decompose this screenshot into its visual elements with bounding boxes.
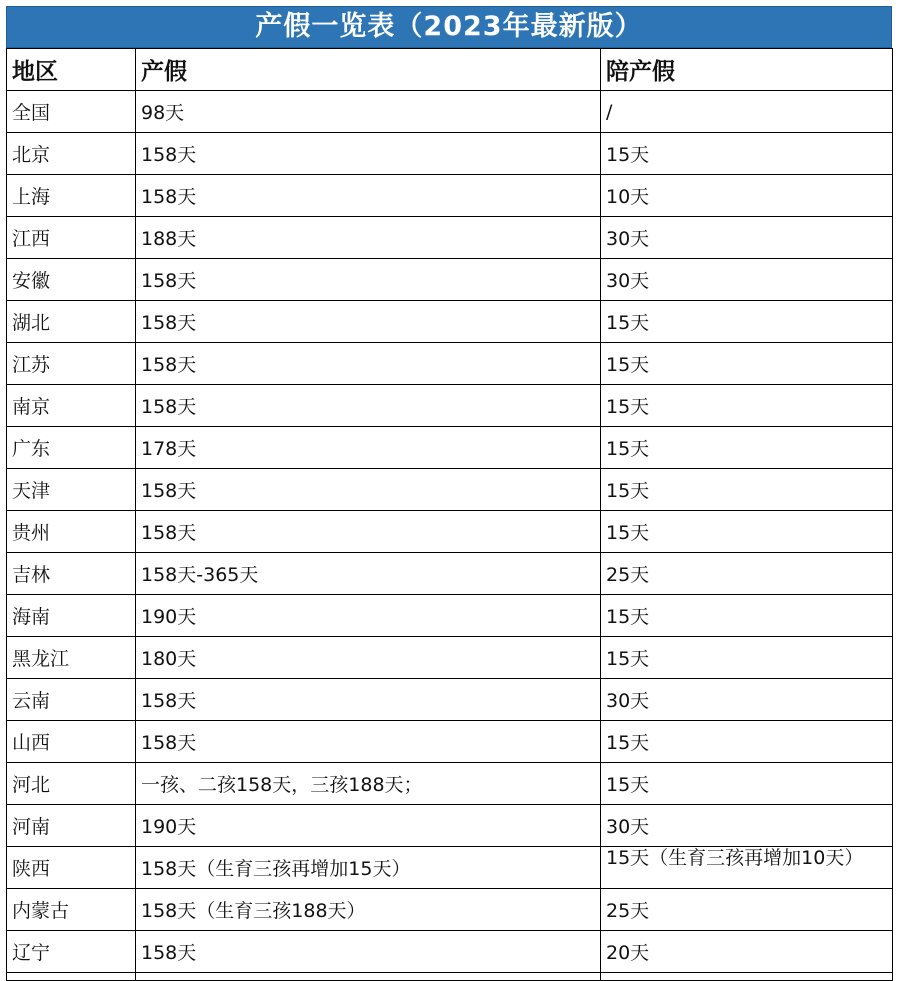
table-row xyxy=(7,511,893,553)
header-maternity-leave: 产假 xyxy=(136,49,601,91)
region-cell: 贵州 xyxy=(7,511,136,553)
paternity-leave-cell: 10天 xyxy=(601,175,893,217)
maternity-leave-cell: 178天 xyxy=(136,427,601,469)
region-cell: 吉林 xyxy=(7,553,136,595)
region-cell: 海南 xyxy=(7,595,136,637)
header-row xyxy=(7,49,893,91)
sheet-title: 产假一览表（2023年最新版） xyxy=(6,6,892,48)
maternity-leave-cell: 158天 xyxy=(136,931,601,973)
paternity-leave-cell: 30天 xyxy=(601,805,893,847)
maternity-leave-cell: 158天 xyxy=(136,511,601,553)
paternity-leave-cell: 15天 xyxy=(601,133,893,175)
region-cell: 黑龙江 xyxy=(7,637,136,679)
maternity-leave-cell: 158天（生育三孩188天） xyxy=(136,889,601,931)
leave-table xyxy=(6,48,893,981)
region-cell: 天津 xyxy=(7,469,136,511)
paternity-leave-cell: 15天 xyxy=(601,637,893,679)
region-cell: 北京 xyxy=(7,133,136,175)
region-cell: 全国 xyxy=(7,91,136,133)
paternity-leave-cell: 15天 xyxy=(601,721,893,763)
maternity-leave-cell: 一孩、二孩158天，三孩188天； xyxy=(136,763,601,805)
region-cell: 云南 xyxy=(7,679,136,721)
region-cell: 河北 xyxy=(7,763,136,805)
paternity-leave-cell: 15天 xyxy=(601,301,893,343)
table-row xyxy=(7,217,893,259)
maternity-leave-cell: 158天 xyxy=(136,721,601,763)
maternity-leave-cell: 158天-365天 xyxy=(136,553,601,595)
paternity-leave-cell: 20天 xyxy=(601,931,893,973)
paternity-leave-cell: 30天 xyxy=(601,217,893,259)
paternity-leave-cell: 15天 xyxy=(601,385,893,427)
paternity-leave-cell: 30天 xyxy=(601,259,893,301)
region-cell: 内蒙古 xyxy=(7,889,136,931)
region-cell: 江西 xyxy=(7,217,136,259)
table-row xyxy=(7,133,893,175)
table-row xyxy=(7,259,893,301)
table-row xyxy=(7,469,893,511)
paternity-leave-cell: 30天 xyxy=(601,679,893,721)
paternity-leave-cell: 15天 xyxy=(601,763,893,805)
maternity-leave-cell: 190天 xyxy=(136,805,601,847)
header-region: 地区 xyxy=(7,49,136,91)
empty-cell xyxy=(7,973,136,981)
region-cell: 湖北 xyxy=(7,301,136,343)
region-cell: 辽宁 xyxy=(7,931,136,973)
empty-cell xyxy=(136,973,601,981)
paternity-leave-cell: / xyxy=(601,91,893,133)
region-cell: 广东 xyxy=(7,427,136,469)
paternity-leave-cell: 15天 xyxy=(601,427,893,469)
maternity-leave-sheet xyxy=(6,6,892,981)
table-row xyxy=(7,637,893,679)
table-row xyxy=(7,385,893,427)
maternity-leave-cell: 158天 xyxy=(136,175,601,217)
region-cell: 上海 xyxy=(7,175,136,217)
region-cell: 江苏 xyxy=(7,343,136,385)
table-row xyxy=(7,679,893,721)
paternity-leave-cell: 15天 xyxy=(601,469,893,511)
maternity-leave-cell: 98天 xyxy=(136,91,601,133)
paternity-leave-cell: 15天（生育三孩再增加10天） xyxy=(601,847,893,889)
maternity-leave-cell: 158天（生育三孩再增加15天） xyxy=(136,847,601,889)
paternity-leave-cell: 25天 xyxy=(601,889,893,931)
paternity-leave-cell: 15天 xyxy=(601,511,893,553)
maternity-leave-cell: 158天 xyxy=(136,133,601,175)
region-cell: 河南 xyxy=(7,805,136,847)
empty-cell xyxy=(601,973,893,981)
table-row xyxy=(7,889,893,931)
table-row xyxy=(7,427,893,469)
paternity-leave-cell: 15天 xyxy=(601,343,893,385)
maternity-leave-cell: 158天 xyxy=(136,259,601,301)
table-row xyxy=(7,721,893,763)
region-cell: 山西 xyxy=(7,721,136,763)
table-row xyxy=(7,847,893,889)
table-body xyxy=(7,91,893,981)
maternity-leave-cell: 158天 xyxy=(136,301,601,343)
table-row-partial xyxy=(7,973,893,981)
region-cell: 陕西 xyxy=(7,847,136,889)
table-row xyxy=(7,931,893,973)
maternity-leave-cell: 158天 xyxy=(136,469,601,511)
maternity-leave-cell: 180天 xyxy=(136,637,601,679)
paternity-leave-cell: 15天 xyxy=(601,595,893,637)
maternity-leave-cell: 158天 xyxy=(136,385,601,427)
header-paternity-leave: 陪产假 xyxy=(601,49,893,91)
maternity-leave-cell: 158天 xyxy=(136,343,601,385)
table-row xyxy=(7,595,893,637)
table-row xyxy=(7,301,893,343)
region-cell: 安徽 xyxy=(7,259,136,301)
maternity-leave-cell: 188天 xyxy=(136,217,601,259)
table-row xyxy=(7,805,893,847)
table-row xyxy=(7,763,893,805)
paternity-leave-cell: 25天 xyxy=(601,553,893,595)
table-row xyxy=(7,343,893,385)
table-row xyxy=(7,553,893,595)
table-row xyxy=(7,91,893,133)
maternity-leave-cell: 158天 xyxy=(136,679,601,721)
region-cell: 南京 xyxy=(7,385,136,427)
table-row xyxy=(7,175,893,217)
maternity-leave-cell: 190天 xyxy=(136,595,601,637)
